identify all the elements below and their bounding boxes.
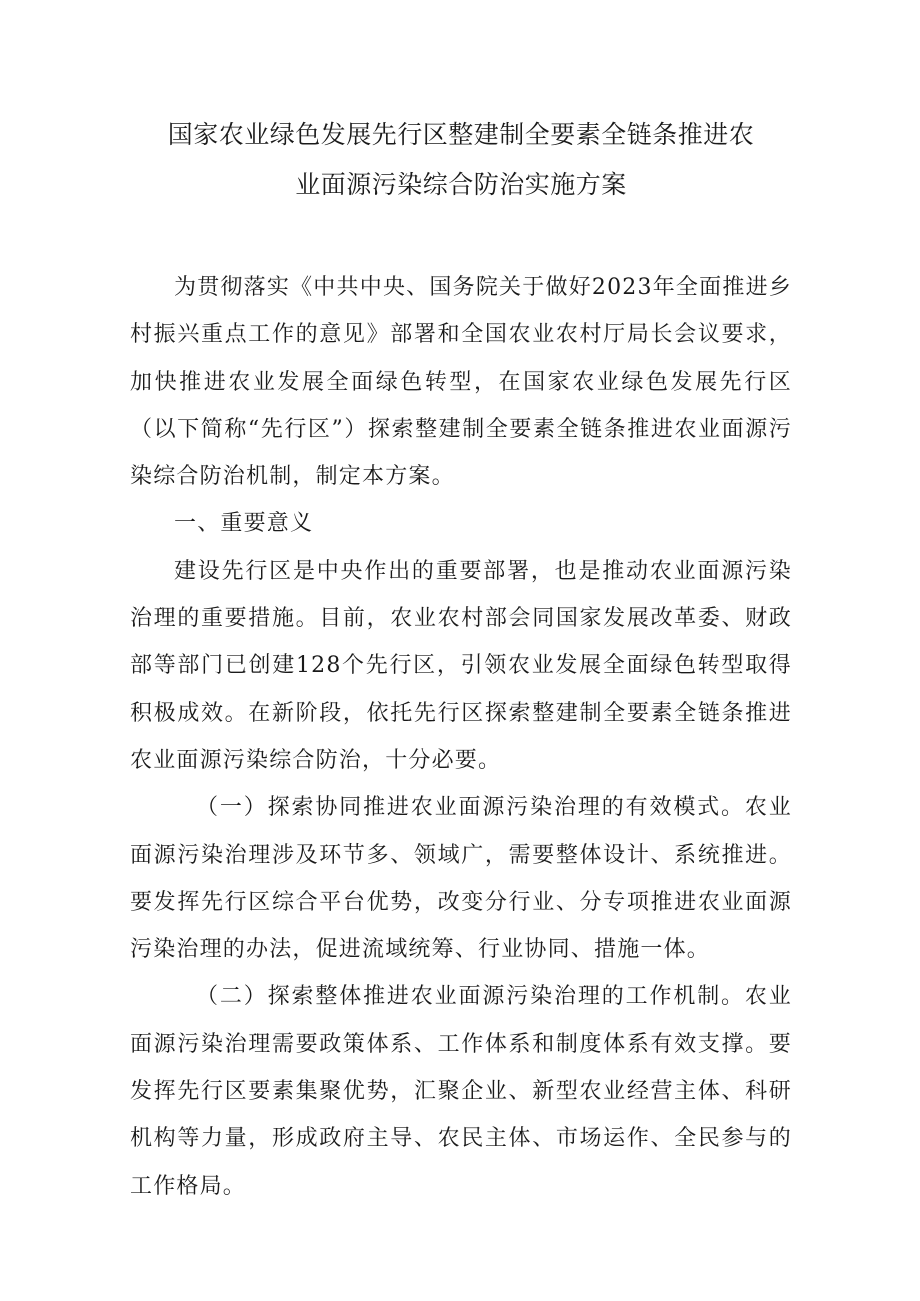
title-line-2: 业面源污染综合防治实施方案 (295, 170, 627, 199)
title-spacer (130, 210, 792, 264)
intro-paragraph: 为贯彻落实《中共中央、国务院关于做好2023年全面推进乡村振兴重点工作的意见》部署和全国农业农村厅局长会议要求，加快推进农业发展全面绿色转型，在国家农业绿色发展先行区（以下简称“先行区”）探索整建制全要素全链条推进农业面源污染综合防治机制，制定本方案。 (130, 275, 792, 490)
item-1-paragraph: （一）探索协同推进农业面源污染治理的有效模式。农业面源污染治理涉及环节多、领域广，需要整体设计、系统推进。要发挥先行区综合平台优势，改变分行业、分专项推进农业面源污染治理的办法，促进流域统筹、行业协同、措施一体。 (130, 795, 792, 963)
document-title (130, 110, 792, 210)
section-1-paragraph: 建设先行区是中央作出的重要部署，也是推动农业面源污染治理的重要措施。目前，农业农村部会同国家发展改革委、财政部等部门已创建128个先行区，引领农业发展全面绿色转型取得积极成效。在新阶段，依托先行区探索整建制全要素全链条推进农业面源污染综合防治，十分必要。 (130, 558, 792, 773)
item-2-paragraph: （二）探索整体推进农业面源污染治理的工作机制。农业面源污染治理需要政策体系、工作体系和制度体系有效支撑。要发挥先行区要素集聚优势，汇聚企业、新型农业经营主体、科研机构等力量，形成政府主导、农民主体、市场运作、全民参与的工作格局。 (130, 984, 792, 1199)
section-1-heading: 一、重要意义 (174, 511, 314, 537)
title-line-1: 国家农业绿色发展先行区整建制全要素全链条推进农 (167, 120, 755, 149)
